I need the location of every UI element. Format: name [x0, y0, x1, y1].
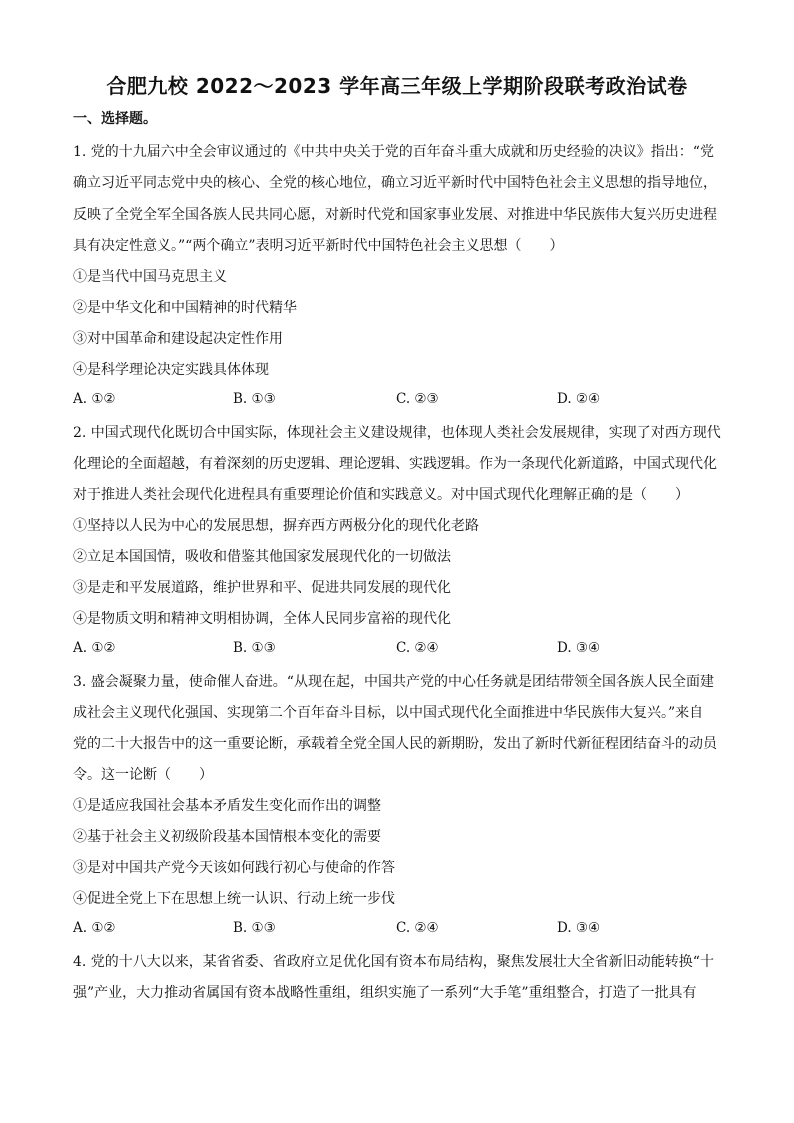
question-3-statement-3: ③是对中国共产党今天该如何践行初心与使命的作答: [73, 860, 395, 876]
page-title: 合肥九校 2022～2023 学年高三年级上学期阶段联考政治试卷: [106, 74, 688, 98]
question-2-statement-3: ③是走和平发展道路，维护世界和平、促进共同发展的现代化: [73, 580, 451, 596]
question-1-line-3: 反映了全党全军全国各族人民共同心愿，对新时代党和国家事业发展、对推进中华民族伟大复兴历史进程: [73, 207, 717, 223]
question-1-option-b[interactable]: B. ①③: [233, 391, 276, 407]
question-3-line-4: 令。这一论断（ ）: [73, 767, 213, 783]
question-3-line-1: 3. 盛会凝聚力量，使命催人奋进。“从现在起，中国共产党的中心任务就是团结带领全国各族人民全面建: [73, 674, 714, 690]
question-2-line-3: 对于推进人类社会现代化进程具有重要理论价值和实践意义。对中国式现代化理解正确的是（ ）: [73, 487, 689, 503]
section-heading: 一、选择题。: [73, 111, 157, 127]
question-2-statement-1: ①坚持以人民为中心的发展思想，摒弃西方两极分化的现代化老路: [73, 518, 479, 534]
question-1-line-2: 确立习近平同志党中央的核心、全党的核心地位，确立习近平新时代中国特色社会主义思想的指导地位，: [73, 175, 717, 191]
question-1-line-4: 具有决定性意义。”“两个确立”表明习近平新时代中国特色社会主义思想（ ）: [73, 238, 564, 254]
question-2-option-c[interactable]: C. ②④: [396, 640, 439, 656]
question-3-option-d[interactable]: D. ③④: [557, 920, 601, 936]
question-3-option-b[interactable]: B. ①③: [233, 920, 276, 936]
question-3-statement-2: ②基于社会主义初级阶段基本国情根本变化的需要: [73, 829, 381, 845]
question-3-option-c[interactable]: C. ②④: [396, 920, 439, 936]
question-3-line-3: 党的二十大报告中的这一重要论断，承载着全党全国人民的新期盼，发出了新时代新征程团结奋斗的动员: [73, 736, 717, 752]
question-2-statement-2: ②立足本国国情，吸收和借鉴其他国家发展现代化的一切做法: [73, 549, 451, 565]
question-1-statement-2: ②是中华文化和中国精神的时代精华: [73, 300, 297, 316]
question-1-option-a[interactable]: A. ①②: [73, 391, 116, 407]
question-3-statement-1: ①是适应我国社会基本矛盾发生变化而作出的调整: [73, 798, 381, 814]
question-2-statement-4: ④是物质文明和精神文明相协调，全体人民同步富裕的现代化: [73, 611, 451, 627]
question-1-option-c[interactable]: C. ②③: [396, 391, 439, 407]
question-2-line-2: 化理论的全面超越，有着深刻的历史逻辑、理论逻辑、实践逻辑。作为一条现代化新道路，中国式现代化: [73, 456, 717, 472]
question-2-line-1: 2. 中国式现代化既切合中国实际，体现社会主义建设规律，也体现人类社会发展规律，实现了对西方现代: [73, 425, 721, 441]
question-1-line-1: 1. 党的十九届六中全会审议通过的《中共中央关于党的百年奋斗重大成就和历史经验的决议》指出：“党: [73, 144, 714, 160]
question-3-line-2: 成社会主义现代化强国、实现第二个百年奋斗目标，以中国式现代化全面推进中华民族伟大复兴。”来自: [73, 705, 704, 721]
question-4-line-2: 强”产业，大力推动省属国有资本战略性重组，组织实施了一系列“大手笔”重组整合，打造了一批具有: [73, 985, 697, 1001]
question-1-statement-4: ④是科学理论决定实践具体体现: [73, 362, 269, 378]
question-2-option-a[interactable]: A. ①②: [73, 640, 116, 656]
question-3-option-a[interactable]: A. ①②: [73, 920, 116, 936]
question-3-statement-4: ④促进全党上下在思想上统一认识、行动上统一步伐: [73, 891, 395, 907]
question-1-statement-3: ③对中国革命和建设起决定性作用: [73, 331, 283, 347]
question-1-option-d[interactable]: D. ②④: [557, 391, 601, 407]
question-2-option-b[interactable]: B. ①③: [233, 640, 276, 656]
question-2-option-d[interactable]: D. ③④: [557, 640, 601, 656]
question-4-line-1: 4. 党的十八大以来，某省省委、省政府立足优化国有资本布局结构，聚焦发展壮大全省新旧动能转换“十: [73, 954, 714, 970]
question-1-statement-1: ①是当代中国马克思主义: [73, 269, 227, 285]
